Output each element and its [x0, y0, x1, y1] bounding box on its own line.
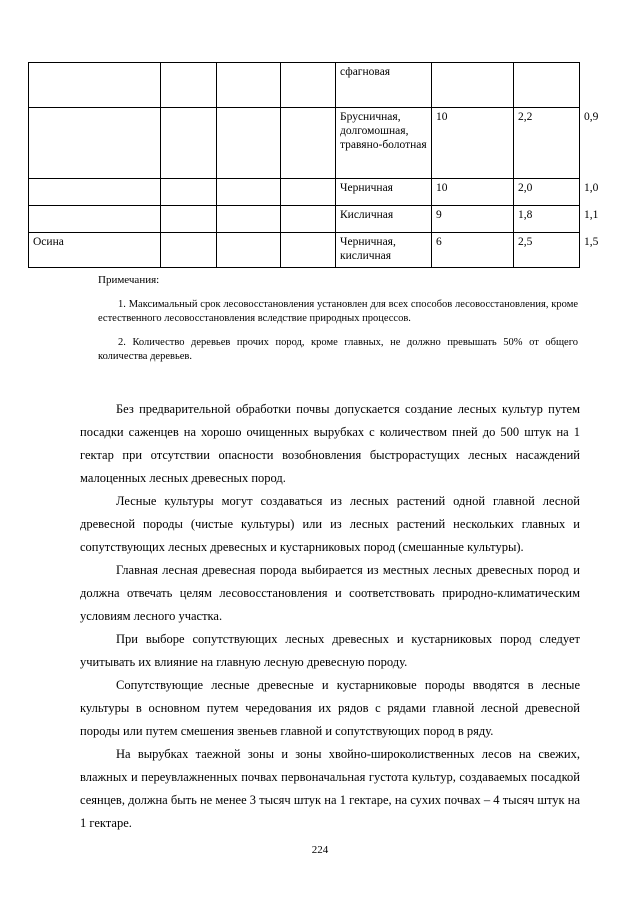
- value-cell: 9: [432, 206, 514, 233]
- empty-cell: [161, 206, 217, 233]
- empty-cell: [161, 63, 217, 108]
- forest-type-cell: Черничная, кисличная: [336, 233, 432, 268]
- value-cell: 2,5: [514, 233, 580, 268]
- empty-cell: [217, 179, 281, 206]
- forest-type-cell: Брусничная, долгомошная, травяно-болотная: [336, 108, 432, 179]
- value-cell: [432, 63, 514, 108]
- value-cell: 6: [432, 233, 514, 268]
- value-cell: 1,8: [514, 206, 580, 233]
- forest-type-cell: сфагновая: [336, 63, 432, 108]
- value-cell: 2,0: [514, 179, 580, 206]
- empty-cell: [161, 233, 217, 268]
- table-row: Осина Черничная, кисличная 6 2,5 1,5: [29, 233, 580, 268]
- value-cell: 2,2: [514, 108, 580, 179]
- table-row: Черничная 10 2,0 1,0: [29, 179, 580, 206]
- table-row: Кисличная 9 1,8 1,1: [29, 206, 580, 233]
- empty-cell: [217, 108, 281, 179]
- species-cell: [29, 63, 161, 108]
- table-row: [29, 63, 580, 108]
- species-cell: [29, 206, 161, 233]
- empty-cell: [161, 179, 217, 206]
- paragraph: Без предварительной обработки почвы допускается создание лесных культур путем посадки саженцев на хорошо очищенных вырубках с количеством пней до 500 штук на 1 гектар при отсутствии опасности возобновления быстрорастущих лесных насаждений малоценных лесных древесных пород.: [80, 402, 580, 485]
- empty-cell: [281, 63, 336, 108]
- species-cell: [29, 179, 161, 206]
- paragraph: Лесные культуры могут создаваться из лесных растений одной главной лесной древесной породы (чистые культуры) или из лесных растений нескольких главных и сопутствующих лесных древесных и кустарниковых пород (смешанные культуры).: [80, 494, 580, 554]
- page-number: 224: [311, 844, 329, 856]
- paragraph: Главная лесная древесная порода выбирается из местных лесных древесных пород и должна отвечать целям лесовосстановления и соответствовать природно-климатическим условиям лесного участка.: [80, 563, 580, 623]
- empty-cell: [281, 179, 336, 206]
- value-cell: [514, 63, 580, 108]
- paragraph: На вырубках таежной зоны и зоны хвойно-широколиственных лесов на свежих, влажных и переувлажненных почвах первоначальная густота культур, создаваемых посадкой сеянцев, должна быть не менее 3 тысяч штук на 1 гектаре, на сухих почвах – 4 тысяч штук на 1 гектаре.: [80, 747, 580, 830]
- value-cell: 10: [432, 108, 514, 179]
- notes-heading: Примечания:: [98, 274, 160, 286]
- empty-cell: [281, 233, 336, 268]
- paragraph: При выборе сопутствующих лесных древесных и кустарниковых пород следует учитывать их влияние на главную лесную древесную породу.: [80, 632, 580, 669]
- empty-cell: [281, 206, 336, 233]
- empty-cell: [281, 108, 336, 179]
- value-cell: 10: [432, 179, 514, 206]
- paragraph: Сопутствующие лесные древесные и кустарниковые породы вводятся в лесные культуры в основном путем чередования их рядов с рядами главной лесной древесной породы или путем смешения звеньев главной и сопутствующих пород в ряду.: [80, 678, 580, 738]
- note-item: 2. Количество деревьев прочих пород, кроме главных, не должно превышать 50% от общего количества деревьев.: [98, 337, 578, 362]
- forest-type-cell: Кисличная: [336, 206, 432, 233]
- empty-cell: [161, 108, 217, 179]
- note-item: 1. Максимальный срок лесовосстановления установлен для всех способов лесовосстановления, кроме естественного лесовосстановления вследствие природных процессов.: [98, 299, 578, 324]
- forest-regeneration-table: [28, 62, 599, 268]
- empty-cell: [217, 206, 281, 233]
- species-cell: [29, 108, 161, 179]
- species-cell: Осина: [29, 233, 161, 268]
- table: [28, 62, 599, 268]
- empty-cell: [217, 233, 281, 268]
- table-row: Брусничная, долгомошная, травяно-болотная 10 2,2 0,9: [29, 108, 580, 179]
- empty-cell: [217, 63, 281, 108]
- body-text: [80, 398, 580, 835]
- forest-type-cell: Черничная: [336, 179, 432, 206]
